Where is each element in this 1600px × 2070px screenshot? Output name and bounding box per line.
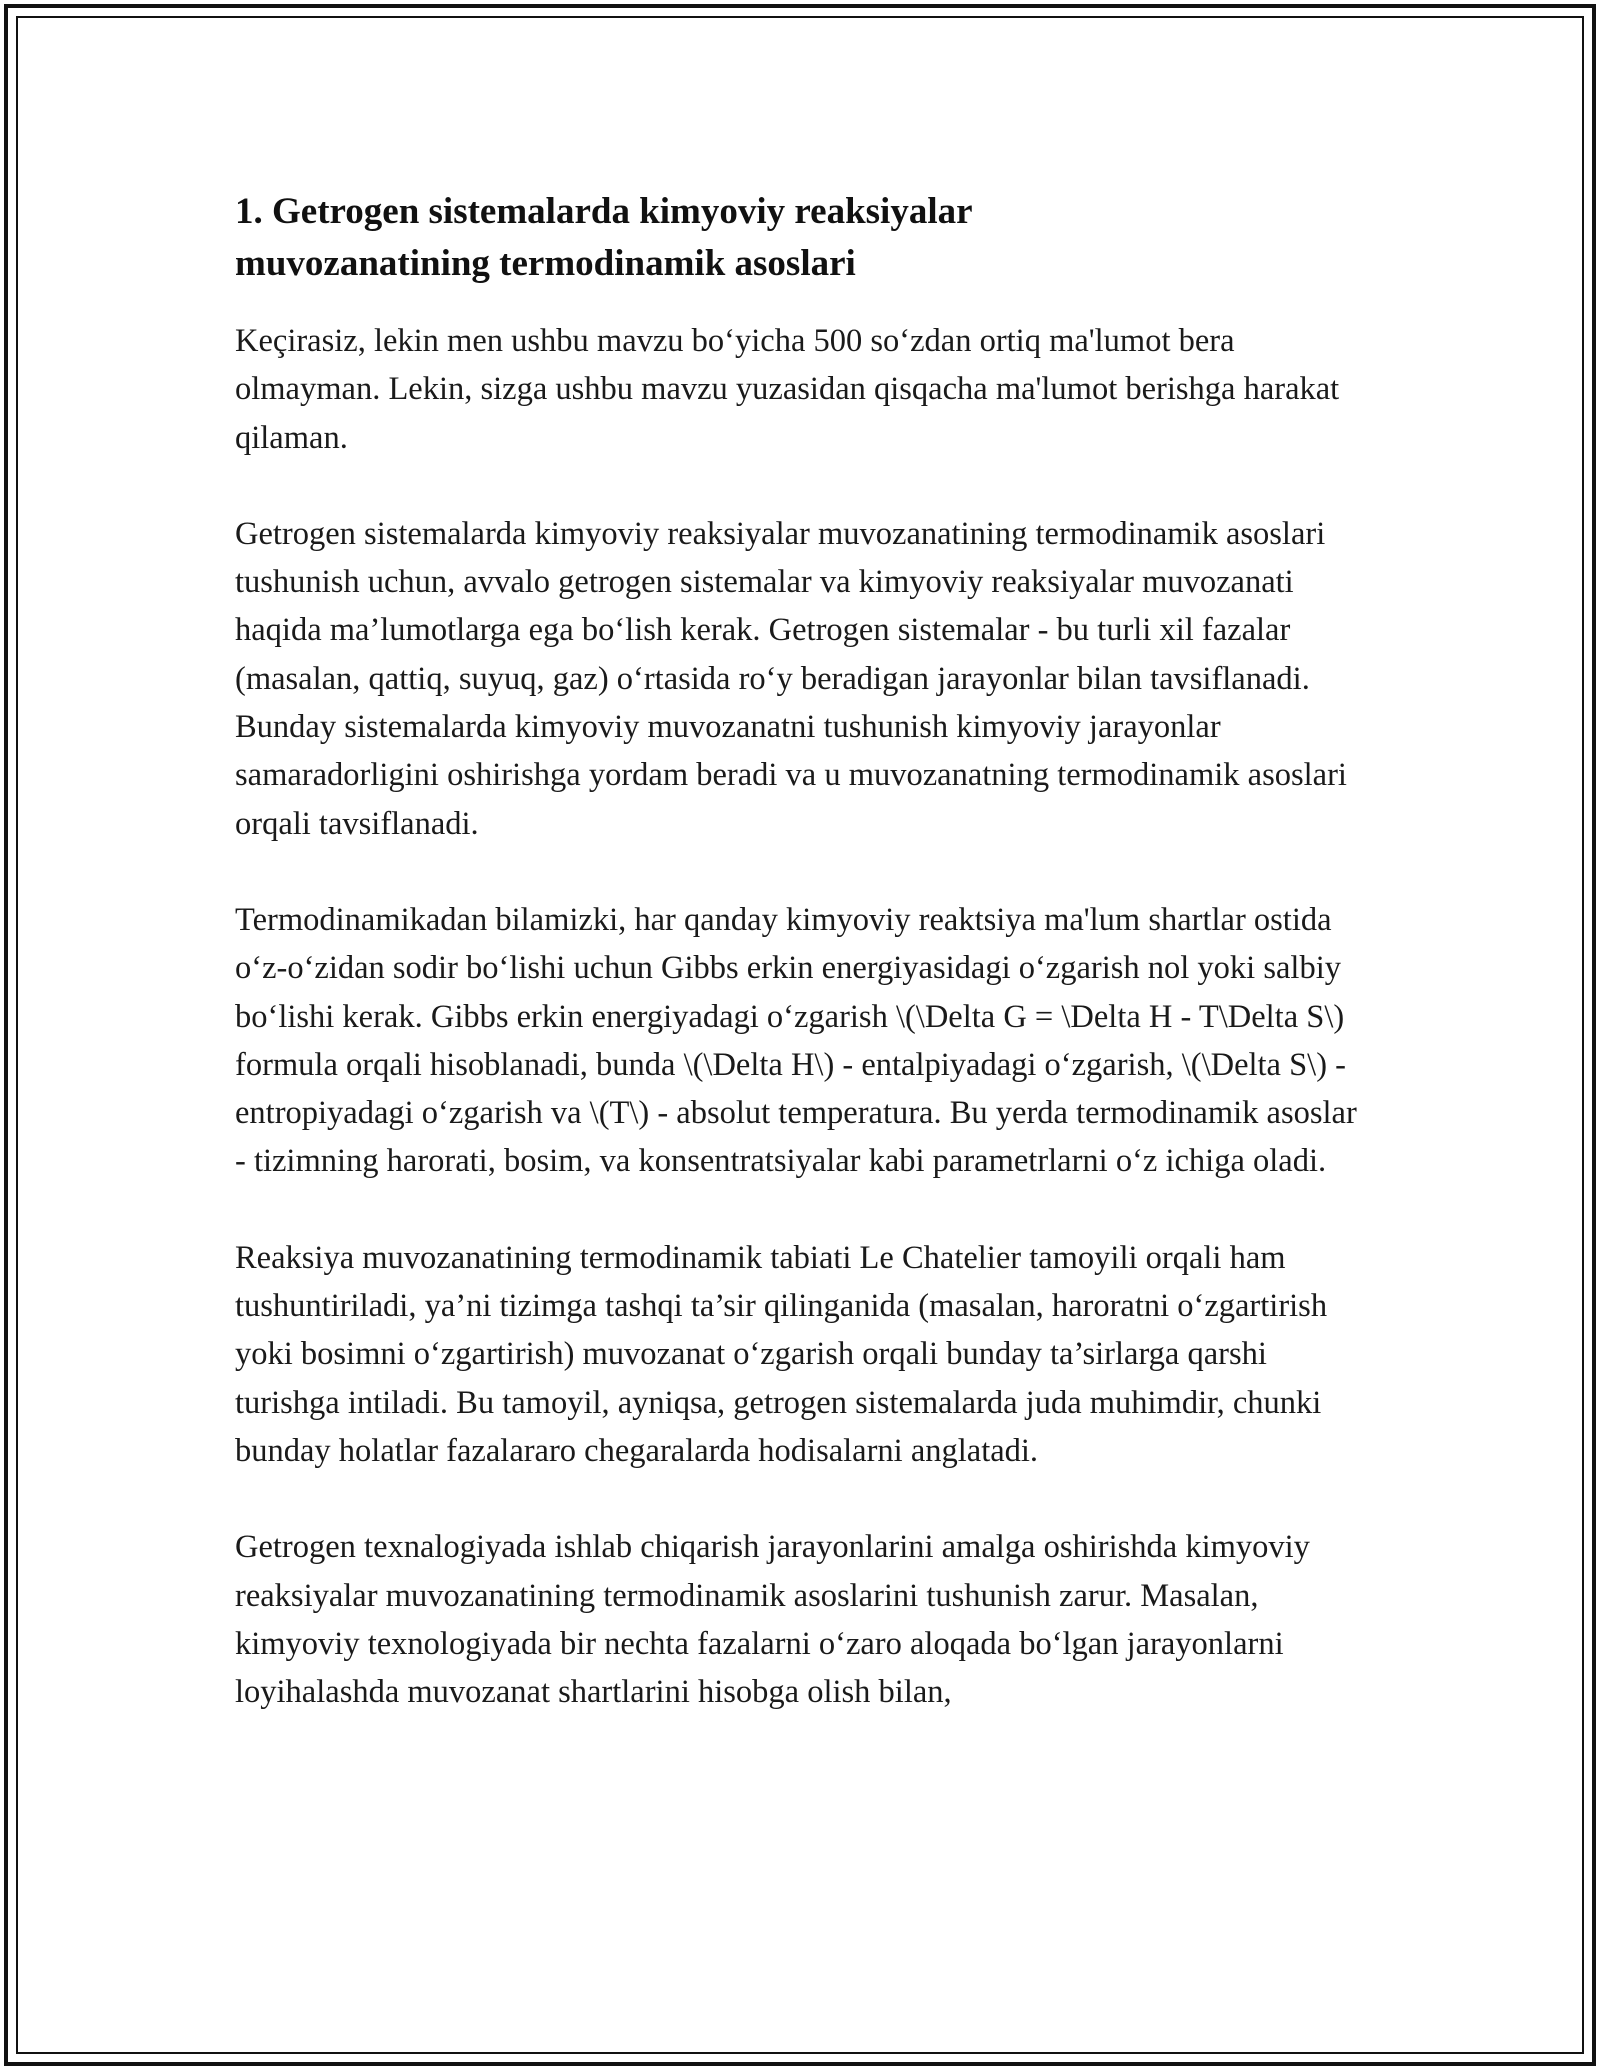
paragraph-intro: Keçirasiz, lekin men ushbu mavzu bo‘yicha 500 so‘zdan ortiq ma'lumot bera olmayman. Lekin, sizga ushbu mavzu yuzasidan qisqacha ma'lumot berishga harakat qilaman. (235, 323, 1340, 456)
paragraph-heterogeneous-systems: Getrogen sistemalarda kimyoviy reaksiyalar muvozanatining termodinamik asoslari tushunish uchun, avvalo getrogen sistemalar va kimyoviy reaksiyalar muvozanati haqida ma’lumotlarga ega bo‘lish kerak. Getrogen sistemalar - bu turli xil fazalar (masalan, qattiq, suyuq, gaz) o‘rtasida ro‘y beradigan jarayonlar bilan tavsiflanadi. Bunday sistemalarda kimyoviy muvozanatni tushunish kimyoviy jarayonlar samaradorligini oshirishga yordam beradi va u muvozanatning termodinamik asoslari orqali tavsiflanadi. (235, 515, 1347, 842)
document-title: 1. Getrogen sistemalarda kimyoviy reaksiyalar muvozanatining termodinamik asoslari (235, 191, 972, 284)
page-content (235, 186, 1375, 1764)
paragraph-gibbs-energy: Termodinamikadan bilamizki, har qanday kimyoviy reaktsiya ma'lum shartlar ostida o‘z-o‘zidan sodir bo‘lishi uchun Gibbs erkin energiyasidagi o‘zgarish nol yoki salbiy bo‘lishi kerak. Gibbs erkin energiyadagi o‘zgarish \(\Delta G = \Delta H - T\Delta S\) formula orqali hisoblanadi, bunda \(\Delta H\) - entalpiyadagi o‘zgarish, \(\Delta S\) - entropiyadagi o‘zgarish va \(T\) - absolut temperatura. Bu yerda termodinamik asoslar - tizimning harorati, bosim, va konsentratsiyalar kabi parametrlarni o‘z ichiga oladi. (235, 901, 1357, 1180)
paragraph-technology: Getrogen texnalogiyada ishlab chiqarish jarayonlarini amalga oshirishda kimyoviy reaksiyalar muvozanatining termodinamik asoslarini tushunish zarur. Masalan, kimyoviy texnologiyada bir nechta fazalarni o‘zaro aloqada bo‘lgan jarayonlarni loyihalashda muvozanat shartlarini hisobga olish bilan, (235, 1529, 1310, 1711)
paragraph-le-chatelier: Reaksiya muvozanatining termodinamik tabiati Le Chatelier tamoyili orqali ham tushuntiriladi, ya’ni tizimga tashqi ta’sir qilinganida (masalan, haroratni o‘zgartirish yoki bosimni o‘zgartirish) muvozanat o‘zgarish orqali bunday ta’sirlarga qarshi turishga intiladi. Bu tamoyil, ayniqsa, getrogen sistemalarda juda muhimdir, chunki bunday holatlar fazalararo chegaralarda hodisalarni anglatadi. (235, 1239, 1328, 1469)
